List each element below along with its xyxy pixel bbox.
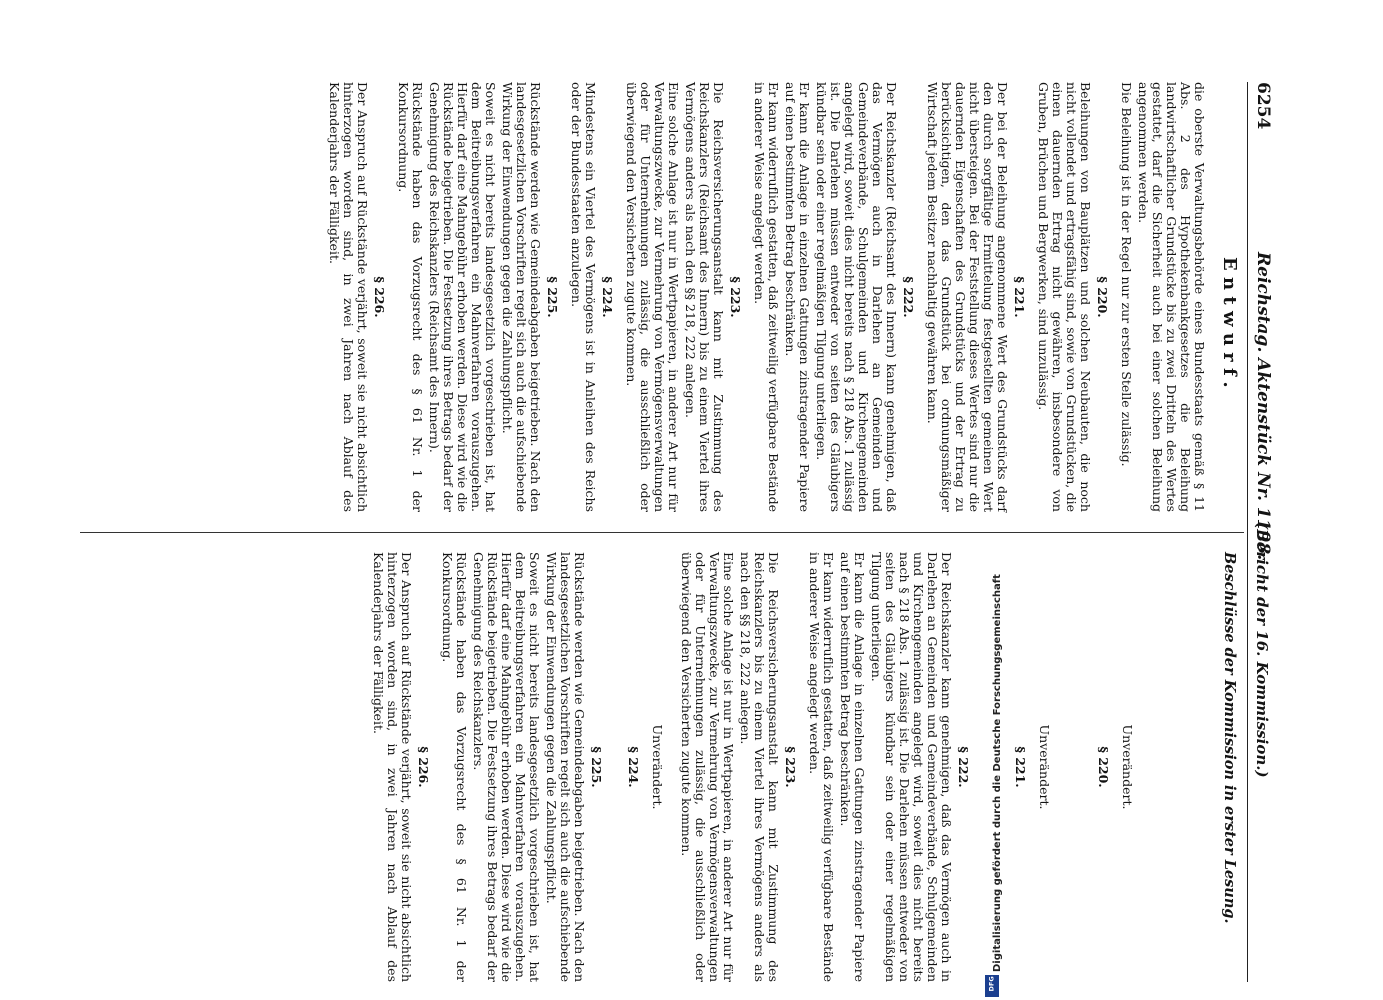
section-text: Eine solche Anlage ist nur in Wertpapieren, in anderer Art nur für Verwaltungszwecke, zur Vermehrung von Vermögensverwaltungen oder für Unternehmungen zulässig, die ausschließlich oder überwiegend den Versicherten zugute kommen. bbox=[624, 82, 681, 512]
section-text: Er kann die Anlage in einzelnen Gattungen zinstragender Papiere auf einen bestimmten Betrag beschränken. bbox=[783, 82, 812, 512]
section-text: Der Anspruch auf Rückstände verjährt, soweit sie nicht absichtlich hinterzogen worden sind, in zwei Jahren nach Ablauf des Kalenderjahrs der Fälligkeit. bbox=[327, 82, 370, 512]
unchanged-note: Unverändert. bbox=[650, 724, 665, 810]
right-column-heading: Beschlüsse der Kommission in erster Lesung. bbox=[1221, 552, 1238, 924]
section-title: § 221. bbox=[1013, 746, 1028, 788]
section-text: Die Reichsversicherungsanstalt kann mit Zustimmung des Reichskanzlers (Reichsamt des Innern) bis zu einem Viertel ihres Vermögens anders als nach den §§ 218, 222 anlegen. bbox=[683, 82, 726, 512]
rotated-document-page bbox=[80, 82, 1273, 982]
section-title: § 224. bbox=[626, 746, 641, 788]
section-text: Der Reichskanzler (Reichsamt des Innern) kann genehmigen, daß das Vermögen auch in Darlehen an Gemeinden und Gemeindeverbände, Schulgemeinden und Kirchengemeinden angelegt wird, soweit dies nicht bereits nach § 218 Abs. 1 zulässig ist. Die Darlehen müssen entweder von seiten des Gläubigers kündbar sein oder einer regelmäßigen Tilgung unterliegen. bbox=[814, 82, 899, 512]
section-text: Mindestens ein Viertel des Vermögens ist in Anleihen des Reichs oder der Bundesstaaten anzulegen. bbox=[569, 82, 598, 512]
section-title: § 221. bbox=[1012, 276, 1027, 318]
section-title: § 226. bbox=[416, 746, 431, 788]
section-text: Eine solche Anlage ist nur in Wertpapieren, in anderer Art nur für Verwaltungszwecke, zur Vermehrung von Vermögensverwaltungen oder für Unternehmungen zulässig, die ausschließlich oder überwiegend den Versicherten zugute kommen. bbox=[679, 552, 736, 982]
section-text: Beleihungen von Bauplätzen und solchen Neubauten, die noch nicht vollendet und ertragsfähig sind, sowie von Grundstücken, die einen dauernden Ertrag nicht gewähren, insbesondere von Gruben, Brüchen und Bergwerken, sind unzulässig. bbox=[1036, 82, 1093, 512]
journal-title: Reichstag. Aktenstück Nr. 1198. bbox=[1253, 252, 1273, 561]
section-text: Rückstände haben das Vorzugsrecht des § 61 Nr. 1 der Konkursordnung. bbox=[396, 82, 425, 512]
report-title: (Bericht der 16. Kommission.) bbox=[1253, 522, 1271, 778]
section-text: Soweit es nicht bereits landesgesetzlich vorgeschrieben ist, hat dem Beitreibungsverfahren ein Mahnverfahren vorauszugehen. Hierfür darf eine Mahngebühr erhoben werden. Diese wird wie die Rückstände beigetrieben. Die Festsetzung ihres Betrags bedarf der Genehmigung des Reichskanzlers (Reichsamt des Innern). bbox=[427, 82, 498, 512]
column-divider bbox=[80, 532, 1244, 533]
section-text: Die Reichsversicherungsanstalt kann mit Zustimmung des Reichskanzlers bis zu einem Viertel ihres Vermögens anders als nach den §§ 218, 222 anlegen. bbox=[738, 552, 781, 982]
section-title: § 224. bbox=[600, 276, 615, 318]
section-text: Rückstände werden wie Gemeindeabgaben beigetrieben. Nach den landesgesetzlichen Vorschriften regelt sich auch die aufschiebende Wirkung der Einwendungen gegen die Zahlungspflicht. bbox=[544, 552, 587, 982]
section-text: Rückstände werden wie Gemeindeabgaben beigetrieben. Nach den landesgesetzlichen Vorschriften regelt sich auch die aufschiebende Wirkung der Einwendungen gegen die Zahlungspflicht. bbox=[500, 82, 543, 512]
section-text: Rückstände haben das Vorzugsrecht des § 61 Nr. 1 der Konkursordnung. bbox=[440, 552, 469, 982]
section-title: § 225. bbox=[589, 746, 604, 788]
page-header bbox=[1247, 82, 1273, 982]
section-title: § 225. bbox=[545, 276, 560, 318]
section-title: § 226. bbox=[372, 276, 387, 318]
section-text: Er kann widerruflich gestatten, daß zeitweilig verfügbare Bestände in anderer Weise angelegt werden. bbox=[752, 82, 781, 512]
section-title: § 222. bbox=[956, 746, 971, 788]
unchanged-note: Unverändert. bbox=[1037, 724, 1052, 810]
section-text: Der Reichskanzler kann genehmigen, daß das Vermögen auch in Darlehen an Gemeinden und Gemeindeverbände, Schulgemeinden und Kirchengemeinden angelegt wird, soweit dies nicht bereits nach § 218 Abs. 1 zulässig ist. Die Darlehen müssen entweder von seiten des Gläubigers kündbar sein oder einer regelmäßigen Tilgung unterliegen. bbox=[869, 552, 954, 982]
resolutions-column bbox=[368, 552, 1206, 982]
unchanged-note: Unverändert. bbox=[1120, 724, 1135, 810]
section-text: Soweit es nicht bereits landesgesetzlich vorgeschrieben ist, hat dem Beitreibungsverfahren ein Mahnverfahren vorauszugehen. Hierfür darf eine Mahngebühr erhoben werden. Diese wird wie die Rückstände beigetrieben. Die Festsetzung ihres Betrags bedarf der Genehmigung des Reichskanzlers. bbox=[471, 552, 542, 982]
intro-paragraph: Die Beleihung ist in der Regel nur zur ersten Stelle zulässig. bbox=[1119, 82, 1134, 467]
dfg-logo: DFG bbox=[985, 975, 999, 997]
section-text: Er kann die Anlage in einzelnen Gattungen zinstragender Papiere auf einen bestimmten Betrag beschränken. bbox=[838, 552, 867, 982]
page-number: 6254 bbox=[1253, 82, 1273, 130]
draft-column bbox=[324, 82, 1206, 512]
section-text: Der Anspruch auf Rückstände verjährt, soweit sie nicht absichtlich hinterzogen worden sind, in zwei Jahren nach Ablauf des Kalenderjahrs der Fälligkeit. bbox=[371, 552, 414, 982]
section-text: Der bei der Beleihung angenommene Wert des Grundstücks darf den durch sorgfältige Ermittelung festgestellten gemeinen Wert nicht übersteigen. Bei der Feststellung dieses Wertes sind nur die dauernden Eigenschaften des Grundstücks und der Ertrag zu berücksichtigen, den das Grundstück bei ordnungsmäßiger Wirtschaft jedem Besitzer nachhaltig gewähren kann. bbox=[925, 82, 1010, 512]
left-column-heading: Entwurf. bbox=[1219, 257, 1240, 394]
section-title: § 220. bbox=[1096, 746, 1111, 788]
intro-paragraph: die oberste Verwaltungsbehörde eines Bundesstaats gemäß § 11 Abs. 2 des Hypothekenbankgesetzes die Beleihung landwirtschaftlicher Grundstücke bis zu zwei Dritteln des Wertes gestattet, darf die Sicherheit auch bei einer solchen Beleihung angenommen werden. bbox=[1136, 82, 1207, 512]
section-title: § 220. bbox=[1095, 276, 1110, 318]
digitization-credit: Digitalisierung gefördert durch die Deutsche Forschungsgemeinschaft bbox=[992, 574, 1003, 972]
section-title: § 223. bbox=[783, 746, 798, 788]
section-title: § 223. bbox=[728, 276, 743, 318]
section-title: § 222. bbox=[901, 276, 916, 318]
section-text: Er kann widerruflich gestatten, daß zeitweilig verfügbare Bestände in anderer Weise angelegt werden. bbox=[807, 552, 836, 982]
